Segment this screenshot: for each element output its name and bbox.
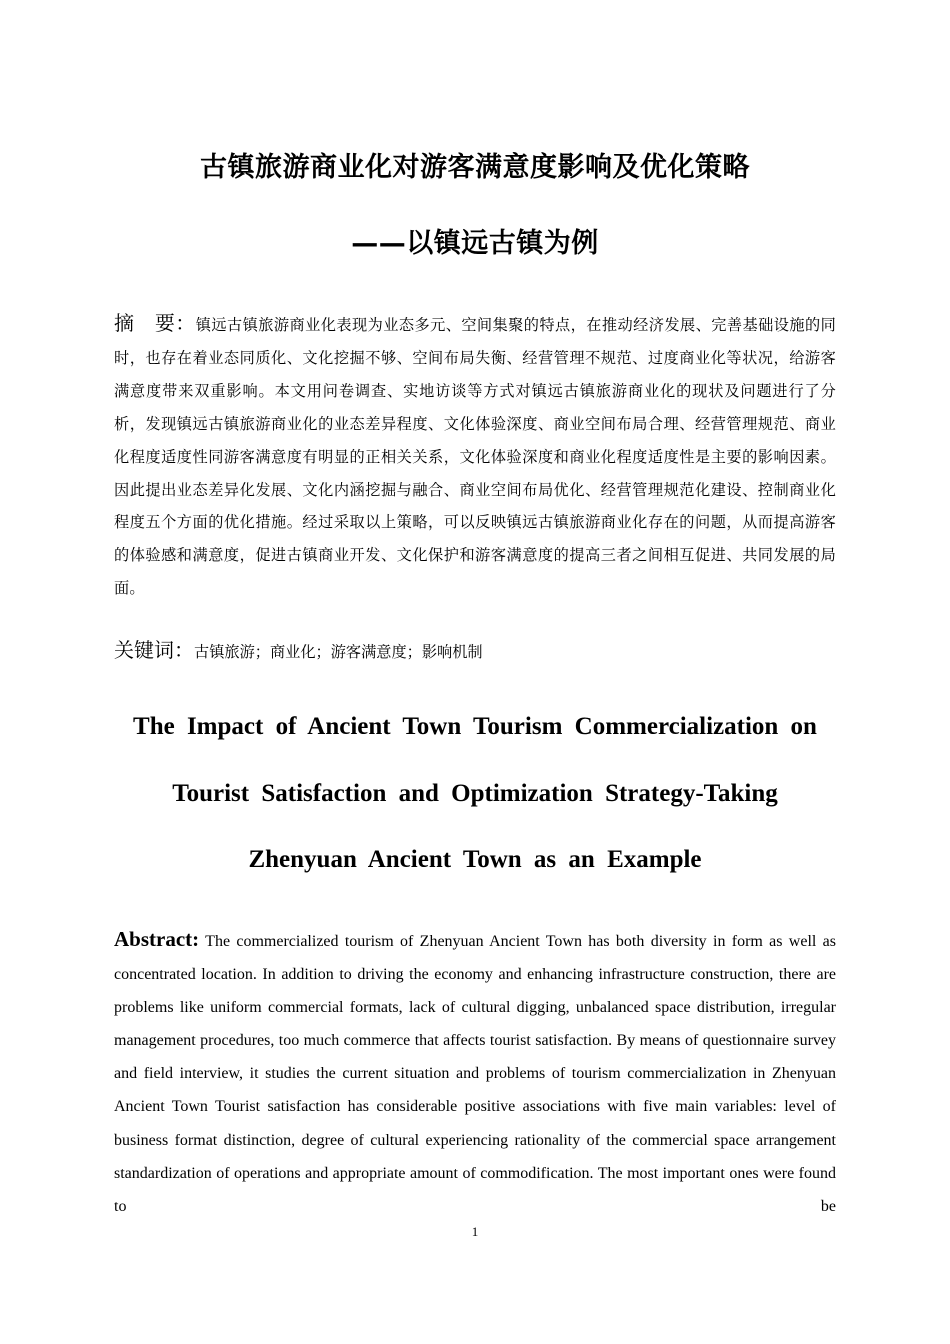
english-title-line-1: The Impact of Ancient Town Tourism Commercialization on [133,713,817,740]
page-number: 1 [471,1224,479,1239]
english-title-line-2: Tourist Satisfaction and Optimization Strategy-Taking [172,780,778,807]
chinese-abstract-text: 镇远古镇旅游商业化表现为业态多元、空间集聚的特点，在推动经济发展、完善基础设施的同时，也存在着业态同质化、文化挖掘不够、空间布局失衡、经营管理不规范、过度商业化等状况，给游客满意度带来双重影响。本文用问卷调查、实地访谈等方式对镇远古镇旅游商业化的现状及问题进行了分析，发现镇远古镇旅游商业化的业态差异程度、文化体验深度、商业空间布局合理、经营管理规范、商业化程度适度性同游客满意度有明显的正相关关系，文化体验深度和商业化程度适度性是主要的影响因素。因此提出业态差异化发展、文化内涵挖掘与融合、商业空间布局优化、经营管理规范化建设、控制商业化程度五个方面的优化措施。经过采取以上策略，可以反映镇远古镇旅游商业化存在的问题，从而提高游客的体验感和满意度，促进古镇商业开发、文化保护和游客满意度的提高三者之间相互促进、共同发展的局面。 [114,316,836,598]
chinese-abstract [114,307,836,605]
chinese-keywords-text: 古镇旅游；商业化；游客满意度；影响机制 [194,643,483,661]
chinese-keywords [114,634,836,668]
english-abstract-label: Abstract: [114,927,200,951]
chinese-keywords-label: 关键词： [114,638,194,662]
english-abstract [114,923,836,1223]
english-title-line-3: Zhenyuan Ancient Town as an Example [248,846,702,873]
chinese-subtitle: ——以镇远古镇为例 [351,228,599,259]
english-abstract-text: The commercialized tourism of Zhenyuan Ancient Town has both diversity in form as well as concentrated location. In addition to driving the economy and enhancing infrastructure construction, there are problems like uniform commercial formats, lack of cultural digging, unbalanced space distribution, irregular management procedures, too much commerce that affects tourist satisfaction. By means of questionnaire survey and field interview, it studies the current situation and problems of tourism commercialization in Zhenyuan Ancient Town Tourist satisfaction has considerable positive associations with five main variables: level of business format distinction, degree of cultural experiencing rationality of the commercial space arrangement standardization of operations and appropriate amount of commodification. The most important ones were found to be [114,933,836,1215]
chinese-title: 古镇旅游商业化对游客满意度影响及优化策略 [200,152,750,183]
chinese-abstract-label: 摘 要： [114,311,196,335]
